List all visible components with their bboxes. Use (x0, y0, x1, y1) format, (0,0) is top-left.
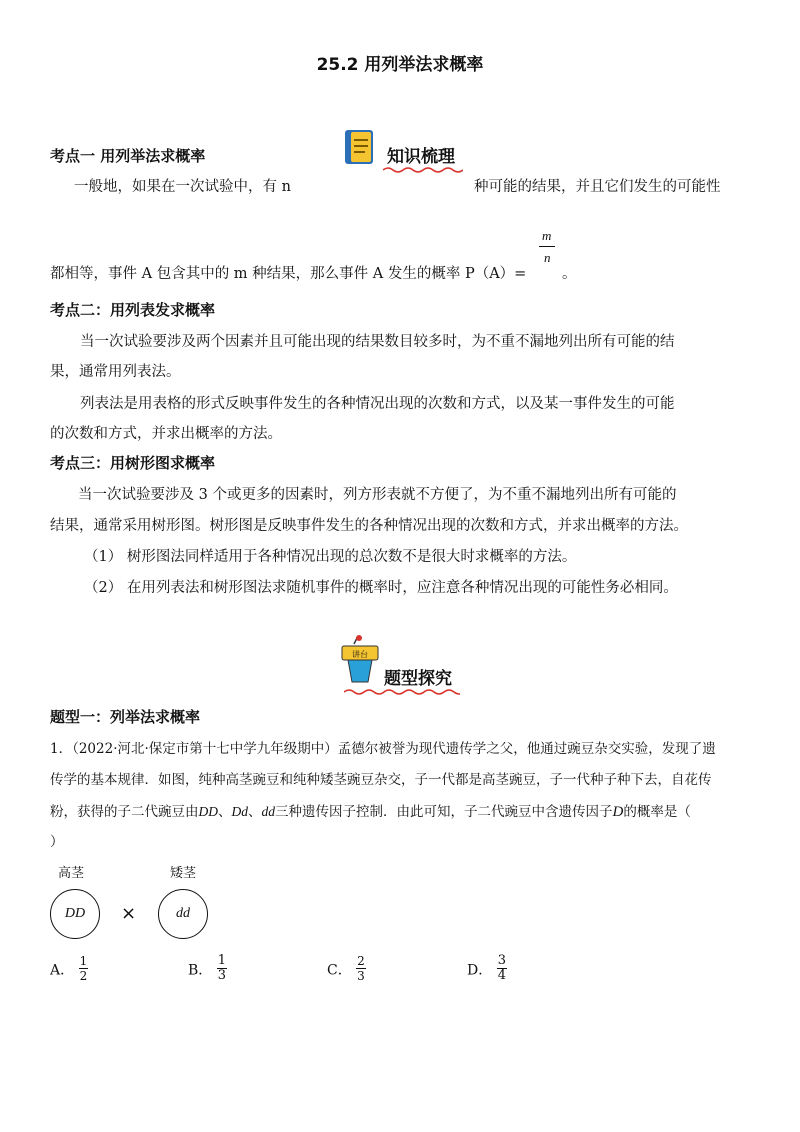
gene-dd-mixed: Dd (231, 804, 248, 819)
fraction-bar (539, 246, 555, 247)
s1-text-1b: 种可能的结果，并且它们发生的可能性 (474, 179, 721, 195)
option-label: C． (327, 962, 352, 979)
s2-line-2: 果，通常用列表法。 (50, 364, 181, 380)
q3-text-c: 的概率是（ (623, 804, 691, 820)
question-banner-label: 题型探究 (384, 669, 452, 689)
page-title: 25.2 用列举法求概率 (316, 55, 484, 75)
book-icon (343, 128, 377, 166)
option-fraction: $\frac{3}{4}$ (497, 953, 506, 983)
option-a[interactable] (50, 956, 88, 985)
option-fraction: $\frac{2}{3}$ (357, 954, 365, 983)
s2-line-3: 列表法是用表格的形式反映事件发生的各种情况出现的次数和方式，以及某一事件发生的可能 (80, 396, 675, 412)
q3-text-b: 三种遗传因子控制．由此可知，子二代豌豆中含遗传因子 (275, 804, 613, 820)
separator: 、 (248, 804, 262, 820)
s3-line-1: 当一次试验要涉及 3 个或更多的因素时，列方形表就不方便了，为不重不漏地列出所有可能的 (78, 487, 677, 503)
q3-text-a: 粉，获得的子二代豌豆由 (50, 804, 199, 820)
option-label: D． (467, 962, 493, 979)
gene-d: D (612, 804, 624, 820)
gene-circle-dd-short: dd (158, 889, 208, 939)
section-heading-1: 考点一 用列举法求概率 (50, 147, 206, 165)
short-stem-label: 矮茎 (170, 866, 197, 881)
s2-line-1: 当一次试验要涉及两个因素并且可能出现的结果数目较多时，为不重不漏地列出所有可能的结 (80, 334, 675, 350)
s2-line-4: 的次数和方式，并求出概率的方法。 (50, 426, 282, 442)
s3-line-4: （2） 在用列表法和树形图法求随机事件的概率时，应注意各种情况出现的可能性务必相同。 (84, 580, 678, 596)
option-label: A． (50, 962, 75, 979)
podium-text: 讲台 (352, 650, 368, 659)
question-line-3 (50, 800, 691, 821)
knowledge-banner-label: 知识梳理 (387, 147, 455, 167)
option-fraction: $\frac{1}{2}$ (79, 954, 88, 983)
gene-dd-upper: DD (198, 804, 218, 819)
wavy-underline-2 (344, 688, 460, 696)
question-line-1: 1．（2022·河北·保定市第十七中学九年级期中）孟德尔被誉为现代遗传学之父，他通过豌豆杂交实验，发现了遗 (50, 741, 716, 757)
gene-circle-dd-tall: DD (50, 889, 100, 939)
s3-line-3: （1） 树形图法同样适用于各种情况出现的总次数不是很大时求概率的方法。 (84, 549, 577, 565)
s1-text-1a: 一般地，如果在一次试验中，有 n (74, 179, 291, 195)
wavy-underline (383, 166, 463, 174)
section-heading-2: 考点二：用列表发求概率 (50, 301, 216, 319)
option-b[interactable] (188, 953, 227, 985)
fraction-m: m (542, 228, 552, 243)
option-d[interactable] (467, 953, 507, 985)
s1-text-2: 都相等，事件 A 包含其中的 m 种结果，那么事件 A 发生的概率 P（A）= (50, 266, 527, 282)
option-c[interactable] (327, 956, 366, 985)
tall-stem-label: 高茎 (58, 866, 85, 881)
s1-text-end: 。 (562, 266, 577, 282)
question-line-2: 传学的基本规律．如图，纯种高茎豌豆和纯种矮茎豌豆杂交，子一代都是高茎豌豆，子一代种子种下去，自花传 (50, 772, 712, 788)
fraction-n: n (544, 250, 551, 265)
section-heading-3: 考点三：用树形图求概率 (50, 454, 216, 472)
question-line-4: ） (50, 834, 64, 850)
option-fraction: $\frac{1}{3}$ (217, 953, 227, 983)
separator: 、 (218, 804, 232, 820)
podium-icon (340, 634, 380, 686)
gene-dd-lower: dd (261, 804, 275, 819)
s3-line-2: 结果，通常采用树形图。树形图是反映事件发生的各种情况出现的次数和方式，并求出概率的方法。 (50, 518, 688, 534)
option-label: B． (188, 962, 213, 979)
question-type-heading: 题型一：列举法求概率 (50, 708, 201, 726)
cross-symbol: × (121, 903, 137, 924)
